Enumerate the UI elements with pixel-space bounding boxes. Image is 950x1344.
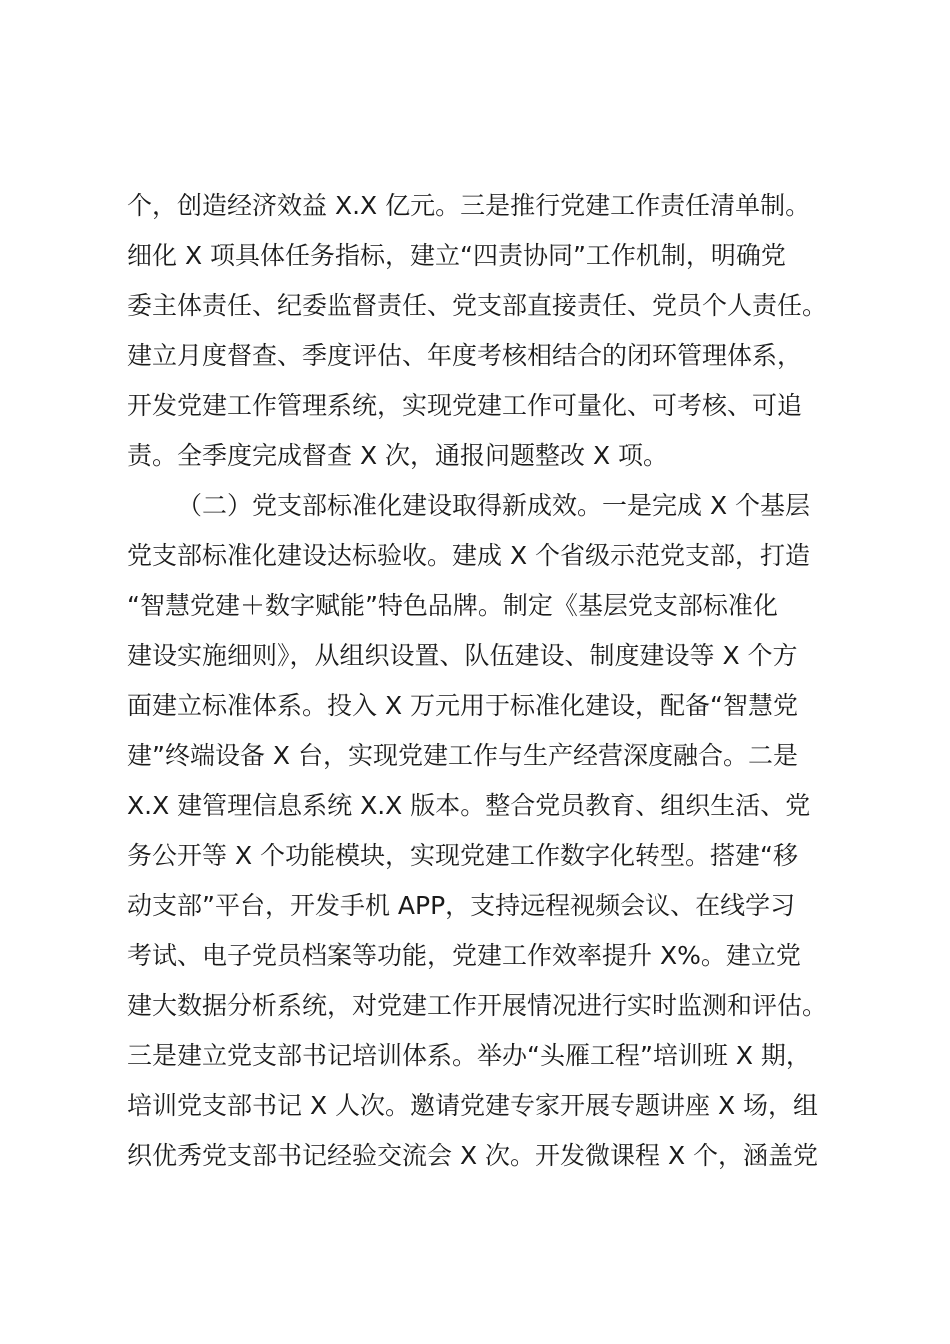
text-line: 建大数据分析系统，对党建工作开展情况进行实时监测和评估。 bbox=[127, 991, 828, 1020]
text-line: 考试、电子党员档案等功能，党建工作效率提升 X%。建立党 bbox=[127, 941, 801, 970]
text-line: 党支部标准化建设达标验收。建成 X 个省级示范党支部，打造 bbox=[127, 541, 811, 570]
text-line: 建”终端设备 X 台，实现党建工作与生产经营深度融合。二是 bbox=[127, 741, 798, 770]
text-line: 面建立标准体系。投入 X 万元用于标准化建设，配备“智慧党 bbox=[127, 691, 798, 720]
document-body bbox=[127, 181, 837, 1181]
text-line: 委主体责任、纪委监督责任、党支部直接责任、党员个人责任。 bbox=[127, 291, 828, 320]
text-line: “智慧党建＋数字赋能”特色品牌。制定《基层党支部标准化 bbox=[127, 591, 778, 620]
text-line: 三是建立党支部书记培训体系。举办“头雁工程”培训班 X 期， bbox=[127, 1041, 811, 1070]
section-heading-line: （二）党支部标准化建设取得新成效。一是完成 X 个基层 bbox=[177, 491, 811, 520]
text-line: 动支部”平台，开发手机 APP，支持远程视频会议、在线学习 bbox=[127, 891, 796, 920]
text-line: 个，创造经济效益 X.X 亿元。三是推行党建工作责任清单制。 bbox=[127, 191, 811, 220]
text-line: 责。全季度完成督查 X 次，通报问题整改 X 项。 bbox=[127, 441, 669, 470]
text-line: 培训党支部书记 X 人次。邀请党建专家开展专题讲座 X 场，组 bbox=[127, 1091, 819, 1120]
text-line: 织优秀党支部书记经验交流会 X 次。开发微课程 X 个，涵盖党 bbox=[127, 1141, 819, 1170]
text-line: 建立月度督查、季度评估、年度考核相结合的闭环管理体系， bbox=[127, 341, 803, 370]
text-line: 细化 X 项具体任务指标，建立“四责协同”工作机制，明确党 bbox=[127, 241, 786, 270]
text-line: 建设实施细则》，从组织设置、队伍建设、制度建设等 X 个方 bbox=[127, 641, 798, 670]
text-line: 开发党建工作管理系统，实现党建工作可量化、可考核、可追 bbox=[127, 391, 803, 420]
text-line: X.X 建管理信息系统 X.X 版本。整合党员教育、组织生活、党 bbox=[127, 791, 811, 820]
text-line: 务公开等 X 个功能模块，实现党建工作数字化转型。搭建“移 bbox=[127, 841, 798, 870]
